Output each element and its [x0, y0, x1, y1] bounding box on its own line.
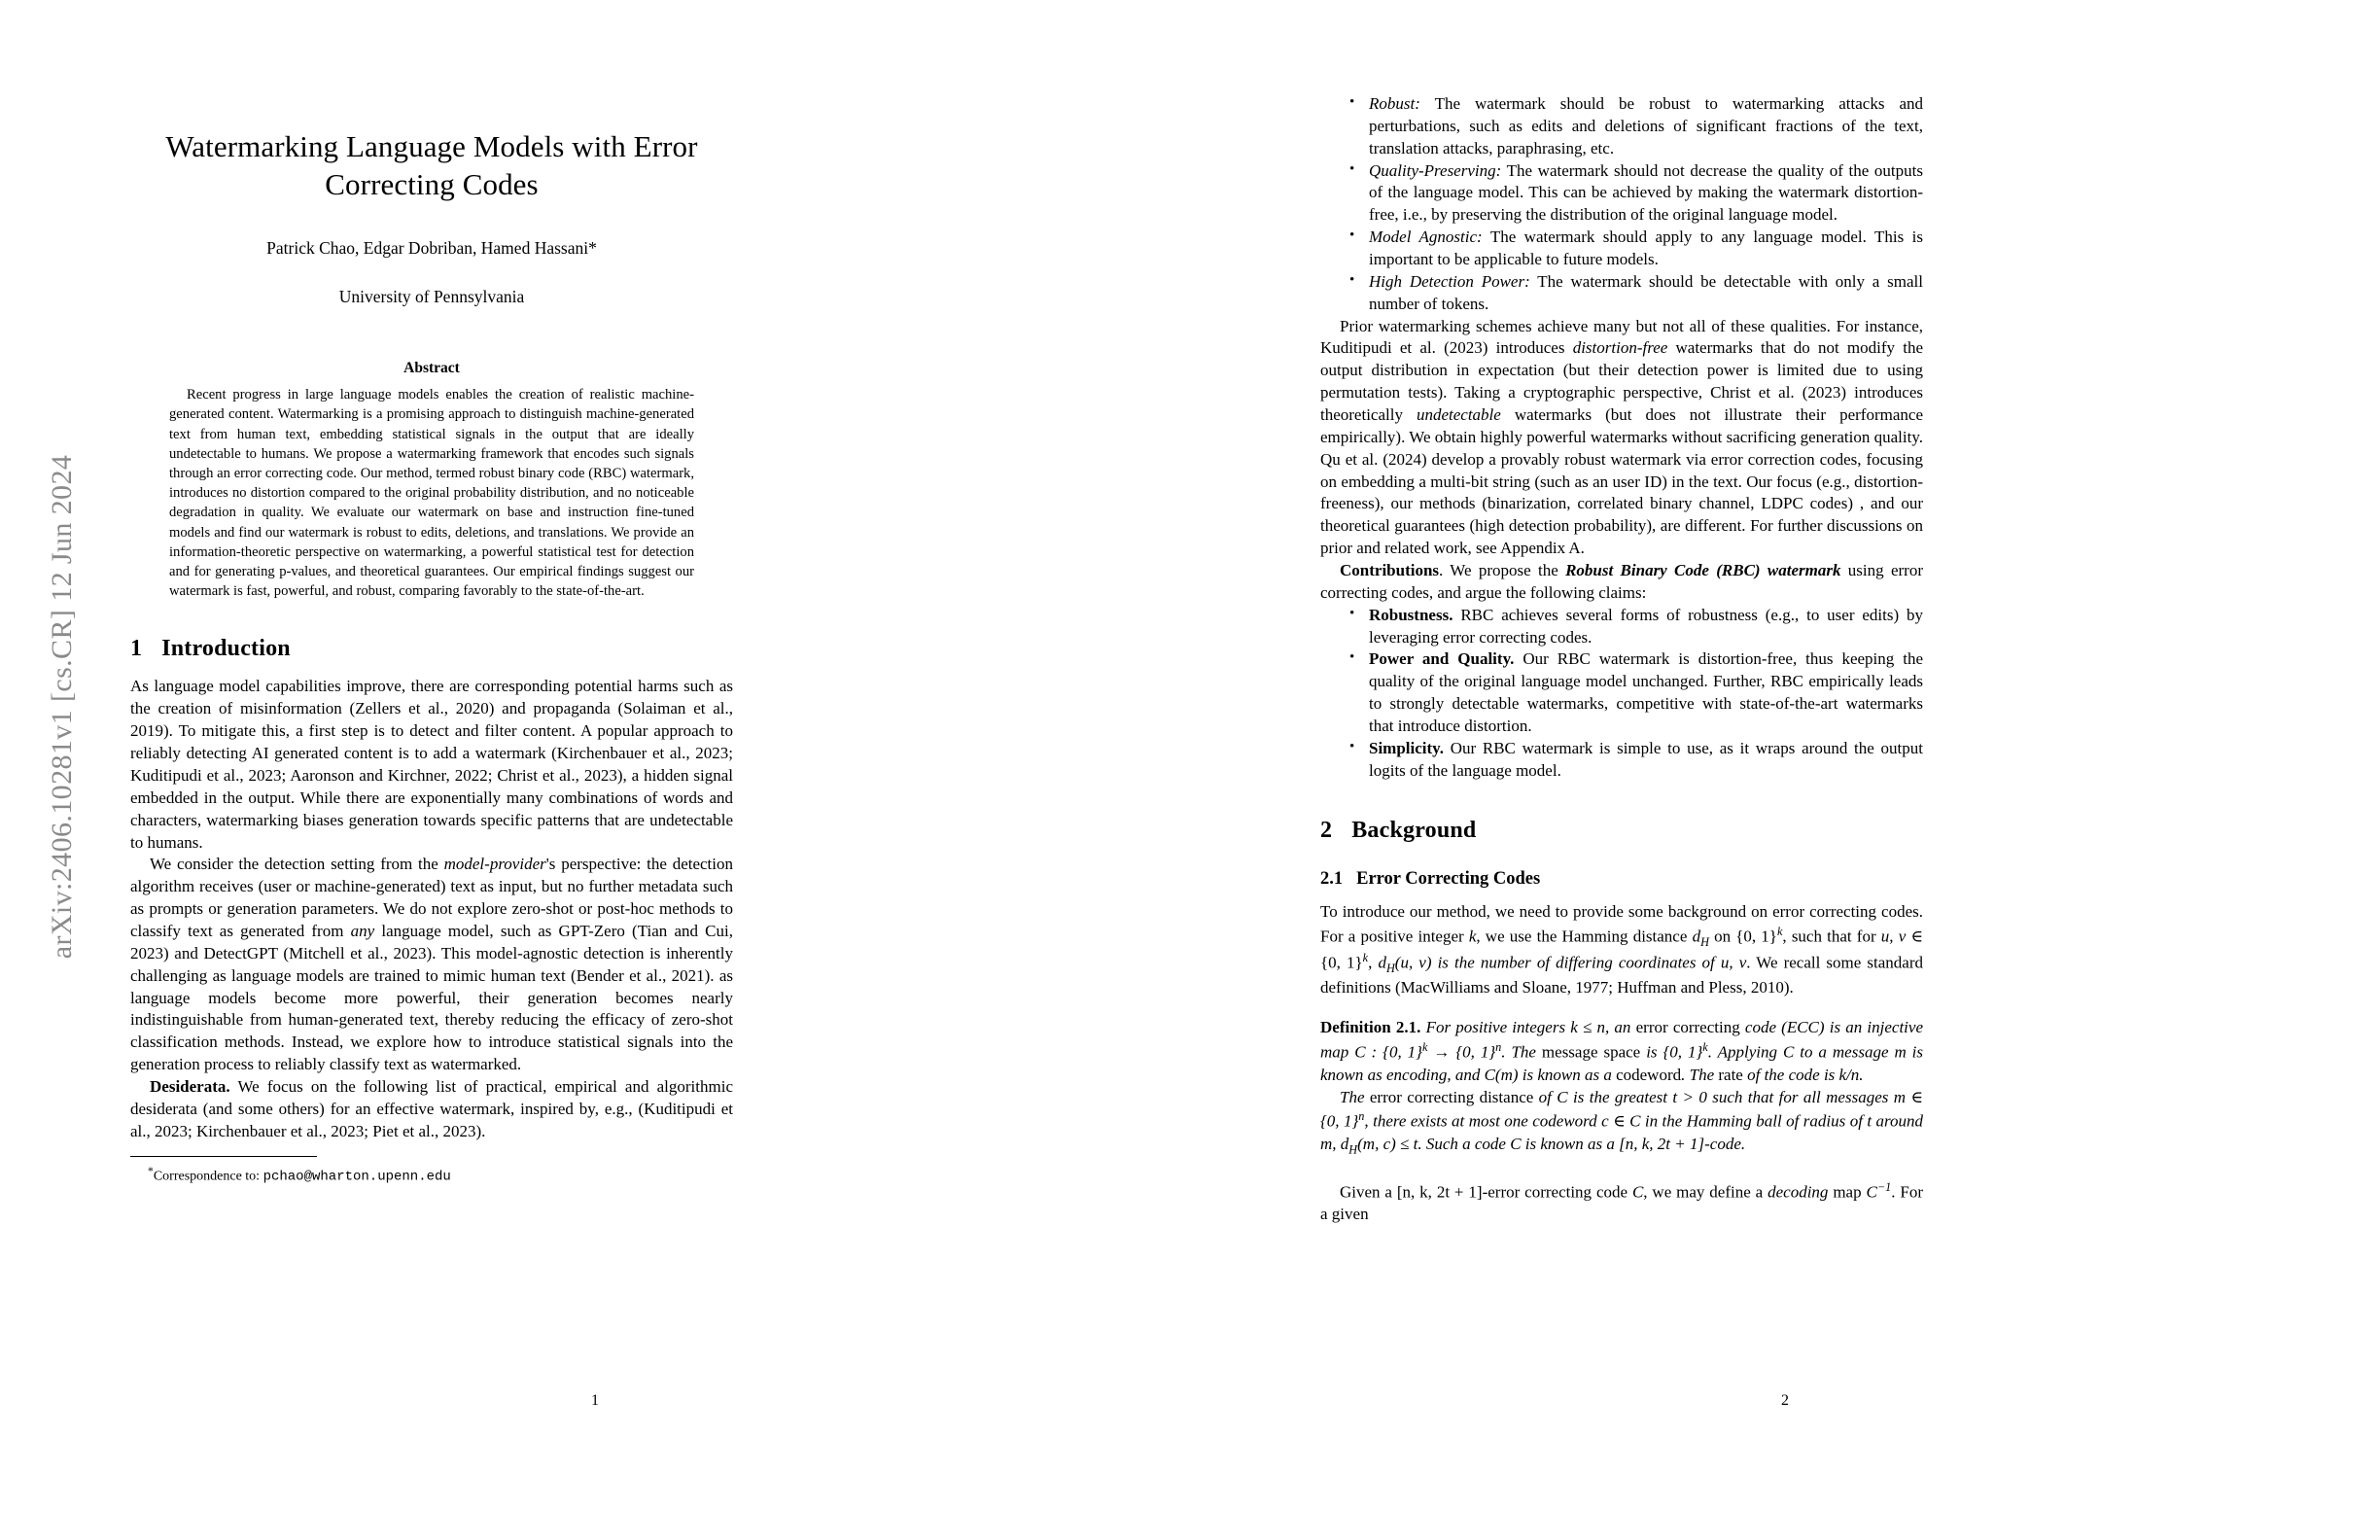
list-item: [1349, 648, 1923, 737]
def-ecc-upright: error correcting: [1635, 1018, 1745, 1037]
contributions-paragraph: [1320, 560, 1923, 605]
footnote-marker: *: [148, 1164, 154, 1177]
bg-g: (u, v) is the number of differing coordinates of: [1394, 953, 1721, 972]
intro-paragraph-2: [130, 854, 733, 1076]
subsection-title: Error Correcting Codes: [1356, 868, 1541, 889]
bullet-label-robust: Robust:: [1369, 94, 1420, 113]
list-item: [1349, 605, 1923, 649]
abstract-heading: Abstract: [403, 360, 460, 377]
def-sup-k: k: [1421, 1040, 1428, 1055]
bg-set-sup: k: [1776, 924, 1783, 938]
def-l2-is: is {0, 1}: [1640, 1042, 1703, 1062]
bg-math-d2-sub: H: [1385, 962, 1395, 976]
arxiv-stamp: arXiv:2406.10281v1 [cs.CR] 12 Jun 2024: [46, 454, 78, 960]
section-heading-introduction: [130, 636, 733, 662]
section-number: 1: [130, 636, 143, 662]
bullet-text-power-and-quality: Our RBC watermark is distortion-free, thus keeping the quality of the original language model unchanged. Further, RBC empirically leads to strongly detectable watermarks, competitive with state-of-the-art watermarks that introduce distortion.: [1369, 649, 1924, 736]
correspondence-email[interactable]: pchao@wharton.upenn.edu: [262, 1169, 451, 1185]
intro-paragraph-1-text: As language model capabilities improve, there are corresponding potential harms such as the creation of misinformation (Zellers et al., 2020) and propaganda (Solaiman et al., 2019). To mitigate this, a first step is to detect and filter content. A popular approach to reliably detecting AI generated content is to add a watermark (Kirchenbauer et al., 2023; Kuditipudi et al., 2023; Aaronson and Kirchner, 2022; Christ et al., 2023), a hidden signal embedded in the output. While there are exponentially many combinations of words and characters, watermarking biases generation towards specific patterns that are undetectable to humans.: [130, 677, 733, 852]
contributions-a: . We propose the: [1439, 561, 1566, 580]
intro-paragraph-1: [130, 676, 733, 854]
intro-paragraph-desiderata: [130, 1076, 733, 1143]
definition-label: Definition 2.1.: [1320, 1018, 1421, 1037]
p2-italic-any: any: [350, 921, 375, 940]
bullet-label-power-and-quality: Power and Quality.: [1369, 649, 1515, 669]
p2-b: 's perspective: the detection algorithm receives (user or machine-generated) text as input, but no further metadata such as prompts or generation parameters. We do not explore zero-shot or post-hoc methods to classify text as generated from: [130, 855, 733, 940]
section-title: Introduction: [161, 636, 291, 662]
bullet-text-high-detection-power: The watermark should be detectable with only a small number of tokens.: [1369, 271, 1923, 313]
page-title: Watermarking Language Models with Error Correcting Codes: [165, 129, 698, 201]
def-l2-apply: . Applying C to a message m is known as: [1320, 1042, 1924, 1084]
list-item: [1349, 93, 1923, 160]
bg-math-d-sub: H: [1700, 934, 1709, 949]
def-message-space: message space: [1541, 1042, 1641, 1062]
bg-h: u, v: [1720, 953, 1747, 972]
def-ecc-italic: code (ECC) is an injective map: [1320, 1018, 1923, 1062]
def-math-k-le-n: k ≤ n: [1570, 1018, 1605, 1037]
section-heading-background: [1320, 818, 1923, 844]
contributions-highlight-rbc: Robust Binary Code (RBC) watermark: [1565, 561, 1841, 580]
page-right: [1190, 0, 2380, 1540]
list-item: [1349, 271, 1923, 316]
footnote-divider: [130, 1156, 317, 1157]
prior-italic-undetectable: undetectable: [1416, 405, 1501, 425]
footnote-correspondence: [130, 1164, 733, 1186]
def-l1a: For positive integers: [1420, 1018, 1571, 1037]
bg-e: ∈: [1906, 927, 1923, 946]
page-left-content: [130, 93, 733, 1377]
bg-b: , we use the Hamming distance: [1476, 927, 1693, 946]
desiderata-bullet-list: [1320, 93, 1923, 316]
bg-math-d2: d: [1378, 953, 1386, 972]
bg-d: , such that for: [1782, 927, 1881, 946]
prior-b: watermarks that do not modify the output distribution in expectation (but their detection power is limited due to using permutation tests). Taking a cryptographic perspective, Christ et al. (2023) introduces theoretically: [1320, 338, 1924, 425]
prior-italic-distortion-free: distortion-free: [1572, 338, 1668, 358]
def-p2d: (m, c) ≤ t. Such a code C is known as a [n, k, 2t + 1]-code.: [1357, 1134, 1746, 1153]
prior-c: watermarks (but does not illustrate their performance empirically). We obtain highly powerful watermarks without sacrificing generation quality. Qu et al. (2024) develop a provably robust watermark via error correction codes, focusing on embedding a multi-bit string (such as an user ID) in the text. Our focus (e.g., distortion-freeness), our methods (binarization, correlated binary channel, LDPC codes) , and our theoretical guarantees (high detection probability), are different. For further discussions on prior and related work, see Appendix A.: [1320, 405, 1923, 558]
bullet-label-simplicity: Simplicity.: [1369, 738, 1444, 757]
prior-work-paragraph: [1320, 316, 1923, 560]
def-p2-sub-H: H: [1348, 1142, 1358, 1157]
p2-italic-model-provider: model-provider: [443, 855, 546, 874]
page-number-right: 2: [1781, 1392, 1789, 1409]
def-l3a: encoding, and C(m) is known as a: [1386, 1065, 1617, 1084]
author-list: Patrick Chao, Edgar Dobriban, Hamed Hassani*: [266, 237, 597, 258]
def-close-decoding: decoding: [1768, 1182, 1829, 1202]
def-rate: rate: [1718, 1065, 1743, 1084]
bullet-label-model-agnostic: Model Agnostic:: [1369, 228, 1483, 247]
bg-math-k: k: [1468, 927, 1477, 946]
definition-closing-paragraph: [1320, 1179, 1923, 1226]
bullet-label-high-detection-power: High Detection Power:: [1369, 271, 1530, 291]
section-number: 2: [1320, 817, 1333, 843]
bullet-label-quality-preserving: Quality-Preserving:: [1369, 160, 1502, 180]
background-intro-paragraph: [1320, 901, 1923, 999]
bg-i: . We recall some standard definitions (MacWilliams and Sloane, 1977; Huffman and Pless, 2010).: [1320, 953, 1923, 997]
def-close-Cinv: C: [1866, 1182, 1877, 1202]
def-close-sup: −1: [1876, 1179, 1892, 1194]
contributions-bullet-list: [1320, 605, 1923, 783]
def-sup-n: n: [1495, 1040, 1502, 1055]
def-l1b: , an: [1605, 1018, 1636, 1037]
list-item: [1349, 160, 1923, 228]
prior-a: Prior watermarking schemes achieve many but not all of these qualities. For instance, Kuditipudi et al. (2023) introduces: [1320, 316, 1923, 358]
bullet-text-quality-preserving: The watermark should not decrease the quality of the outputs of the language model. This can be achieved by making the watermark distortion-free, i.e., by preserving the distribution of the original language model.: [1369, 160, 1923, 225]
def-l3c: of the code is k/n.: [1742, 1065, 1864, 1084]
subsection-heading-error-correcting-codes: [1320, 869, 1923, 890]
p2-c: language model, such as GPT-Zero (Tian and Cui, 2023) and DetectGPT (Mitchell et al., 2023). This model-agnostic detection is inherently challenging as language models are trained to mimic human text (Bender et al., 2021). as language models become more powerful, their generation becomes nearly indistinguishable from human-generated text, thereby reducing the efficacy of zero-shot classification methods. Instead, we explore how to introduce statistical signals into the generation process to reliably classify text as watermarked.: [130, 921, 733, 1074]
desiderata-text: We focus on the following list of practical, empirical and algorithmic desiderata (and some others) for an effective watermark, inspired by, e.g., (Kuditipudi et al., 2023; Kirchenbauer et al., 2023; Piet et al., 2023).: [130, 1076, 733, 1140]
def-l2-rest: . The: [1501, 1042, 1542, 1062]
bullet-text-robustness: RBC achieves several forms of robustness (e.g., to user edits) by leveraging error correcting codes.: [1369, 605, 1923, 647]
list-item: [1349, 227, 1923, 271]
def-p2a: The: [1340, 1087, 1370, 1106]
list-item: [1349, 738, 1923, 783]
abstract-text: Recent progress in large language models enables the creation of realistic machine-generated content. Watermarking is a promising approach to distinguish machine-generated text from human text, embedding statistical signals in the output that are ideally undetectable to humans. We propose a watermarking framework that encodes such signals through an error correcting code. Our method, termed robust binary code (RBC) watermark, introduces no distortion compared to the original probability distribution, and no noticeable degradation in quality. We evaluate our watermark on base and instruction fine-tuned models and find our watermark is robust to edits, deletions, and translations. We provide an information-theoretic perspective on watermarking, a powerful statistical test for detection and for generating p-values, and theoretical guarantees. Our empirical findings suggest our watermark is fast, powerful, and robust, comparing favorably to the state-of-the-art.: [169, 387, 694, 600]
def-l3b: . The: [1681, 1065, 1719, 1084]
footnote-text: Correspondence to:: [153, 1169, 263, 1184]
contributions-label: Contributions: [1340, 561, 1440, 580]
bullet-text-robust: The watermark should be robust to watermarking attacks and perturbations, such as edits and deletions of significant fractions of the text, translation attacks, paraphrasing, etc.: [1369, 94, 1923, 158]
page-right-content: [1320, 93, 1923, 1377]
def-p2c: , there exists at most one codeword c ∈ C in the Hamming ball of radius of t around m, d: [1320, 1112, 1923, 1153]
bg-f: ,: [1368, 953, 1379, 972]
def-p2b: of C is the greatest t > 0 such that for all messages m ∈ {0, 1}: [1320, 1087, 1923, 1132]
def-math-C-map: C : {0, 1}: [1354, 1042, 1422, 1062]
bg-set2: {0, 1}: [1320, 953, 1363, 972]
page-number-left: 1: [591, 1392, 599, 1409]
def-codeword: codeword: [1616, 1065, 1682, 1084]
bullet-text-model-agnostic: The watermark should apply to any language model. This is important to be applicable to future models.: [1369, 228, 1923, 269]
def-close-d: . For a given: [1320, 1182, 1923, 1224]
def-sup-k2: k: [1702, 1040, 1708, 1055]
def-close-b: , we may define a: [1643, 1182, 1768, 1202]
abstract-block: [169, 360, 694, 601]
bg-c: on: [1708, 927, 1736, 946]
def-p2-sup-n: n: [1358, 1109, 1365, 1124]
subsection-number: 2.1: [1320, 868, 1344, 889]
def-error-correcting-distance: error correcting distance: [1369, 1087, 1534, 1106]
def-close-a: Given a [n, k, 2t + 1]-error correcting code: [1340, 1182, 1632, 1202]
bg-set: {0, 1}: [1735, 927, 1777, 946]
def-close-C: C: [1631, 1182, 1644, 1202]
contributions-b: using error correcting codes, and argue the following claims:: [1320, 561, 1923, 602]
section-title: Background: [1351, 817, 1477, 843]
bg-set2-sup: k: [1362, 951, 1369, 964]
desiderata-label: Desiderata.: [150, 1076, 230, 1096]
def-close-c: map: [1828, 1182, 1867, 1202]
bullet-text-simplicity: Our RBC watermark is simple to use, as it wraps around the output logits of the language model.: [1369, 738, 1923, 780]
p2-a: We consider the detection setting from the: [150, 855, 444, 874]
definition-2-1: [1320, 1017, 1923, 1086]
def-math-arrow: → {0, 1}: [1427, 1042, 1496, 1062]
definition-2-1-part2: [1320, 1087, 1923, 1158]
bullet-label-robustness: Robustness.: [1369, 605, 1453, 624]
bg-a: To introduce our method, we need to provide some background on error correcting codes. For a positive integer: [1320, 901, 1923, 946]
bg-math-d: d: [1692, 927, 1701, 946]
affiliation: University of Pennsylvania: [338, 287, 525, 307]
bg-math-uv: u, v: [1880, 927, 1907, 946]
